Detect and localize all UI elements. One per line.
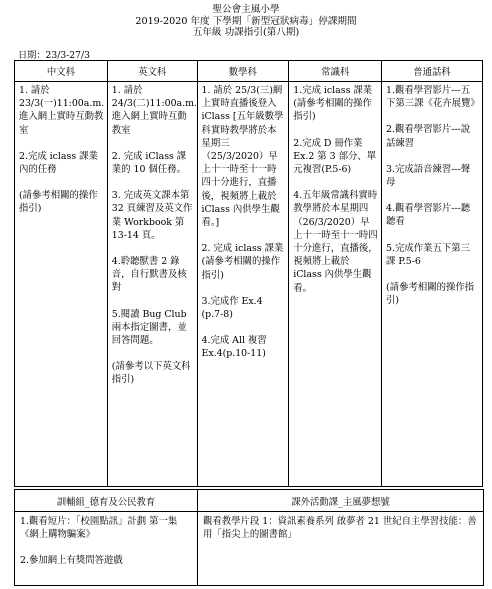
subject-header-general-studies: 常識科 xyxy=(289,61,382,82)
english-task-4: 4.聆聽獸書 2 錄音，自行默書及核對 xyxy=(111,256,187,294)
activities-header-row xyxy=(15,490,484,512)
math-task-1: 1. 請於 25/3(三)網上實時直播後登入 iClass [五年級數學科實時教學將於本星期三（25/3/2020）早上十一時至十一時四十分進行，直播後，視頻將上載於 iClass 內供學生觀看。] xyxy=(201,85,284,229)
subject-header-english: 英文科 xyxy=(107,61,197,82)
school-name: 聖公會主風小學 xyxy=(212,4,280,15)
english-task-3: 3. 完成英文課本第 32 頁練習及英文作業 Workbook 第 13-14 頁。 xyxy=(111,190,193,241)
activities-row xyxy=(15,512,484,586)
chinese-note: (請參考相關的操作指引) xyxy=(19,190,98,215)
pth-task-5: 5.完成作業五下第三課 P.5-6 xyxy=(386,242,470,267)
subject-header-math: 數學科 xyxy=(197,61,289,82)
document-subtitle: 五年級 功課指引(第八期) xyxy=(192,27,300,38)
subject-header-row xyxy=(15,61,483,82)
eca-task-1: 觀看教學片段 1：資訊素養系列 啟夢者 21 世紀自主學習技能：善用「指尖上的圖書館」 xyxy=(203,516,477,540)
pth-task-1: 1.觀看學習影片---五下第三課《花卉展覽》 xyxy=(386,85,480,110)
gs-task-1: 1.完成 iclass 課業 (請參考相關的操作指引) xyxy=(293,85,373,123)
document-title: 2019-2020 年度 下學期「新型冠狀病毒」停課期間 xyxy=(135,15,357,27)
putonghua-cell xyxy=(382,82,483,487)
chinese-task-2: 2.完成 iclass 課業內的任務 xyxy=(19,150,98,176)
homework-table xyxy=(14,60,483,487)
english-cell xyxy=(107,82,197,487)
moral-task-1: 1.觀看短片：「校園點訊」計劃 第一集《網上購物騙案》 xyxy=(20,516,178,540)
pth-task-3: 3.完成語音練習---聲母 xyxy=(386,163,471,189)
page-header xyxy=(0,4,492,39)
subject-header-putonghua: 普通話科 xyxy=(382,61,483,82)
general-studies-cell xyxy=(289,82,382,487)
gs-task-4: 4.五年級常識科實時教學將於本星期四（26/3/2020）早上十一時至十一時四十分進行，直播後，視頻將上載於 iClass 內供學生觀看。 xyxy=(293,190,378,294)
math-task-3: 3.完成作 Ex.4 (p.7-8) xyxy=(201,295,263,321)
pth-task-2: 2.觀看學習影片---說話練習 xyxy=(386,124,471,149)
pth-note: (請參考相關的操作指引) xyxy=(386,282,475,307)
pth-task-4: 4.觀看學習影片---聽聽看 xyxy=(386,203,471,228)
activities-table xyxy=(14,489,484,586)
math-cell xyxy=(197,82,289,487)
english-task-5: 5.閱讀 Bug Club 兩本指定圖書，並回答問題。 xyxy=(111,308,187,347)
date-range: 日期：23/3-27/3 xyxy=(18,50,90,61)
eca-cell xyxy=(198,512,484,586)
header-eca: 課外活動課_主風夢想號 xyxy=(198,490,484,512)
chinese-task-1: 1. 請於 23/3(一)11:00a.m. 進入網上實時互動教室 xyxy=(19,85,105,136)
chinese-cell xyxy=(15,82,108,487)
math-task-4: 4.完成 All 複習 Ex.4(p.10-11) xyxy=(201,335,267,360)
subject-header-chinese: 中文科 xyxy=(15,61,108,82)
moral-cell xyxy=(15,512,198,586)
homework-row xyxy=(15,82,483,487)
math-task-2: 2. 完成 iclass 課業 (請參考相關的操作指引) xyxy=(201,243,284,281)
english-task-1: 1. 請於 24/3(二)11:00a.m. 進入網上實時互動教室 xyxy=(111,85,197,136)
header-moral-civic: 訓輔組_德育及公民教育 xyxy=(15,490,198,512)
moral-task-2: 2.參加網上有獎問答遊戲 xyxy=(20,555,123,566)
english-note: (請參考以下英文科指引) xyxy=(111,361,191,386)
gs-task-2: 2.完成 D 冊作業 Ex.2 第 3 部分、單元複習(P.5-6) xyxy=(293,137,377,176)
english-task-2: 2. 完成 iClass 課業的 10 個任務。 xyxy=(111,150,187,176)
